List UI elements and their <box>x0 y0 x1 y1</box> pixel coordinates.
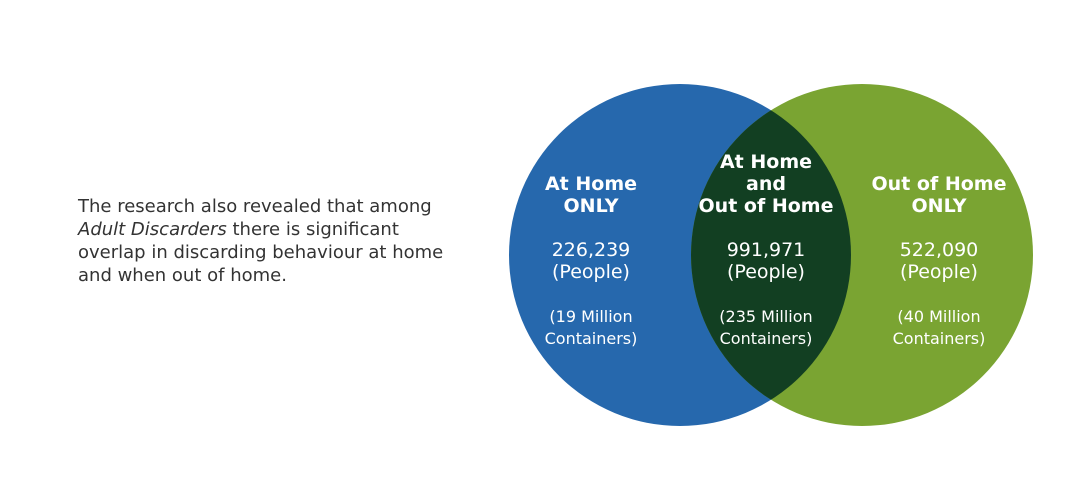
overlap-containers-1: (235 Million <box>719 307 813 326</box>
left-containers-2: Containers) <box>544 329 638 348</box>
right-containers-2: Containers) <box>892 329 986 348</box>
intro-line-2: there is significant <box>226 219 399 240</box>
overlap-title-3: Out of Home <box>698 195 834 217</box>
intro-line-3: overlap in discarding behaviour at home <box>78 242 444 263</box>
right-title-2: ONLY <box>911 195 967 217</box>
right-title-1: Out of Home <box>871 173 1007 195</box>
left-containers-1: (19 Million <box>549 307 633 326</box>
overlap-title-1: At Home <box>719 151 813 173</box>
right-people-label: (People) <box>900 261 978 283</box>
right-containers-1: (40 Million <box>897 307 981 326</box>
overlap-containers-2: Containers) <box>719 329 813 348</box>
overlap-people-label: (People) <box>727 261 805 283</box>
left-title-1: At Home <box>544 173 638 195</box>
overlap-title-2: and <box>746 173 786 195</box>
overlap-people-value: 991,971 <box>726 239 806 261</box>
left-people-label: (People) <box>552 261 630 283</box>
intro-emphasis: Adult Discarders <box>78 219 227 240</box>
left-people-value: 226,239 <box>551 239 631 261</box>
left-title-2: ONLY <box>563 195 619 217</box>
right-people-value: 522,090 <box>899 239 979 261</box>
intro-line-4: and when out of home. <box>78 265 287 286</box>
intro-line-1: The research also revealed that among <box>78 196 432 217</box>
